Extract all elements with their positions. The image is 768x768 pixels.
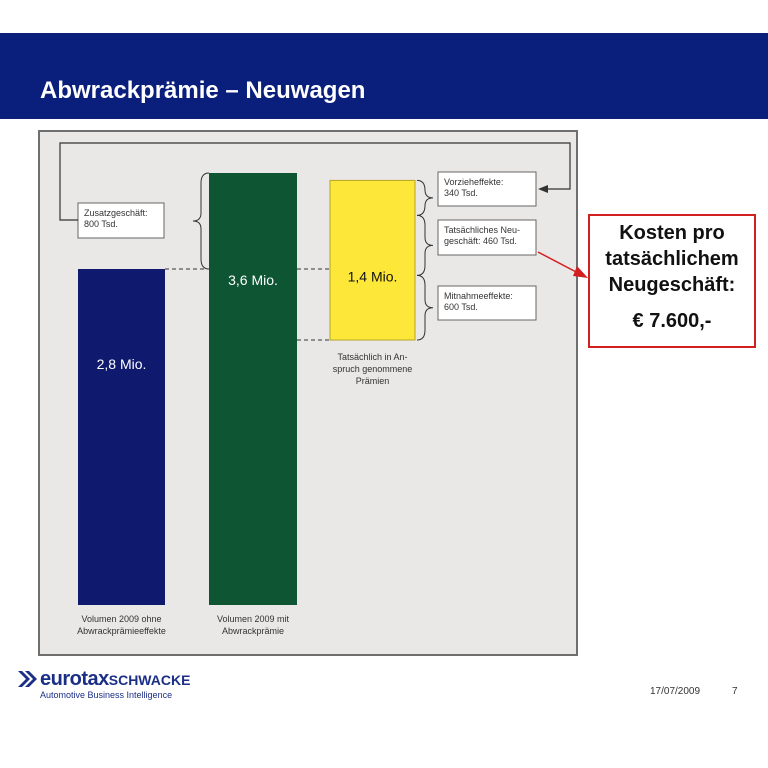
bar-2-category-label: Abwrackprämie — [221, 626, 285, 636]
company-logo — [18, 668, 218, 708]
logo-wordmark — [40, 668, 190, 691]
annotation-label-3: Tatsächliches Neu- — [444, 225, 521, 235]
brace-vorzieheffekte — [417, 180, 433, 215]
annotation-label-2: Vorzieheffekte: — [444, 177, 504, 187]
bar-3-value-label: 1,4 Mio. — [347, 268, 398, 285]
slide-date: 17/07/2009 — [650, 686, 701, 697]
logo-brand-a: eurotax — [40, 668, 109, 690]
callout-arrow-head — [573, 266, 588, 278]
annotation-label-2: 340 Tsd. — [444, 188, 478, 198]
logo-tagline: Automotive Business Intelligence — [40, 690, 173, 700]
brace-zusatzgeschaeft — [193, 173, 209, 269]
bar-2-value-label: 3,6 Mio. — [228, 272, 278, 288]
annotation-label-4: Mitnahmeeffekte: — [444, 291, 513, 301]
cost-callout — [588, 214, 756, 348]
brace-mitnahmeeffekte — [417, 275, 433, 340]
annotation-label-4: 600 Tsd. — [444, 302, 478, 312]
brace-neugeschaeft — [417, 215, 433, 275]
bar-1-category-label: Abwrackprämieeffekte — [77, 626, 166, 636]
bar-3 — [330, 180, 415, 340]
annotation-label-3: geschäft: 460 Tsd. — [444, 236, 517, 246]
bar-1 — [78, 269, 165, 605]
bar-1-category-label: Volumen 2009 ohne — [81, 614, 162, 624]
logo-brand-b: SCHWACKE — [108, 672, 191, 688]
chevron-logo-icon — [18, 671, 38, 687]
annotation-label-1: Zusatzgeschäft: — [84, 208, 148, 218]
annotation-label-1: 800 Tsd. — [84, 219, 118, 229]
bar-2 — [209, 173, 297, 605]
slide-title: Abwrackprämie – Neuwagen — [40, 77, 366, 104]
page-number: 7 — [732, 686, 738, 697]
callout-line-1: Kosten pro — [619, 222, 725, 244]
bar-3-category-label: spruch genommene — [332, 364, 413, 374]
callout-line-3: Neugeschäft: — [608, 274, 736, 296]
bar-3-category-label: Tatsächlich in An- — [337, 352, 408, 362]
bar-1-value-label: 2,8 Mio. — [96, 356, 147, 372]
bar-2-category-label: Volumen 2009 mit — [216, 614, 290, 624]
callout-arrow-line — [538, 252, 580, 274]
bar-3-category-label: Prämien — [355, 376, 390, 386]
callout-amount: € 7.600,- — [632, 310, 712, 332]
callout-line-2: tatsächlichem — [605, 248, 739, 270]
loop-arrow-head — [538, 185, 548, 193]
